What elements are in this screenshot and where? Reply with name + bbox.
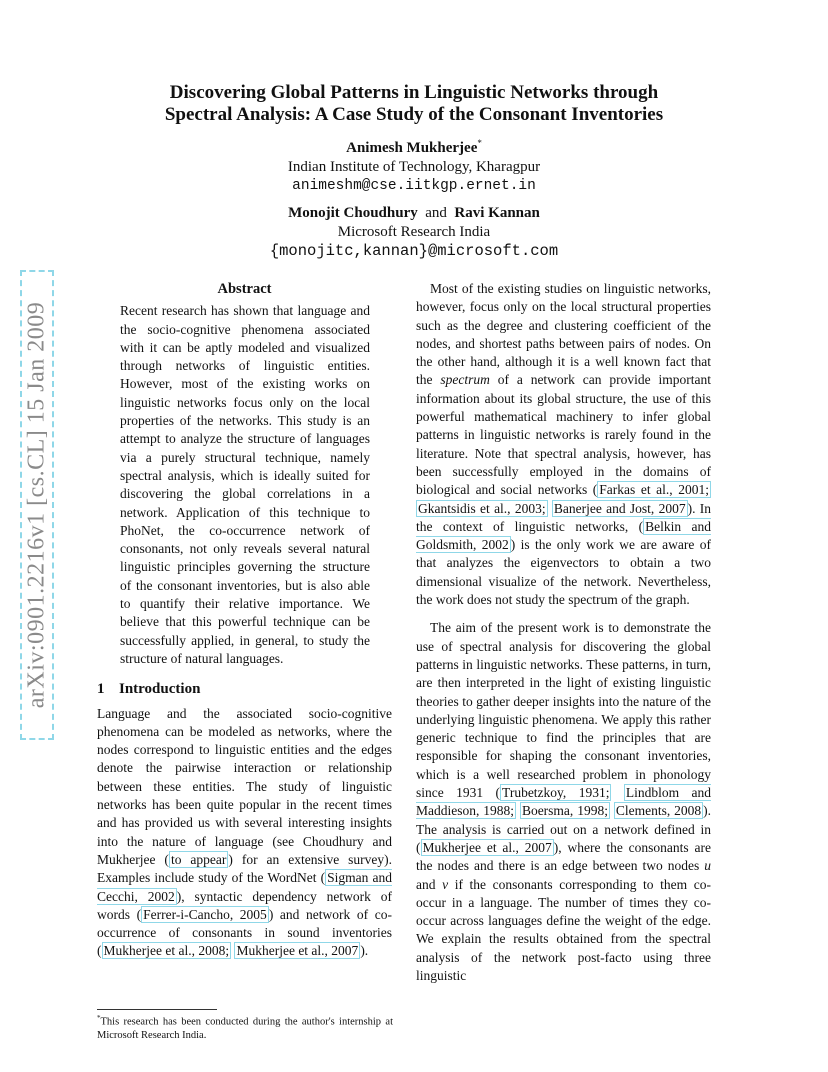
- citation-link[interactable]: Sigman and Cecchi, 2002: [97, 870, 392, 904]
- abstract-text: Recent research has shown that language and the socio-cognitive phenomena associated with it can be aptly modeled and visualized through networks of linguistic entities. However, most of the existing works on linguistic networks focus only on the local properties of the networks. This study is an attempt to analyze the structure of languages via a purely structural technique, namely spectral analysis, which is ideally suited for discovering the global correlations in a network. Application of this technique to PhoNet, the co-occurrence network of consonants, not only reveals several natural linguistic principles governing the structure of the consonant inventories, but is also able to quantify their relative importance. We believe that this powerful technique can be successfully applied, in general, to study the structure of natural languages.: [120, 303, 370, 666]
- footnote-text: This research has been conducted during the author's internship at Microsoft Research India.: [97, 1016, 393, 1041]
- paper-title: [100, 82, 728, 126]
- title-line-1: Discovering Global Patterns in Linguistic Networks through: [169, 82, 659, 103]
- author-email[interactable]: {monojitc,kannan}@microsoft.com: [269, 242, 559, 260]
- citation-link[interactable]: Ferrer-i-Cancho, 2005: [143, 906, 267, 922]
- author-email[interactable]: animeshm@cse.iitkgp.ernet.in: [292, 178, 536, 194]
- author-affiliation: Microsoft Research India: [337, 224, 491, 240]
- citation-link[interactable]: to appear: [170, 851, 227, 867]
- author-name: Ravi Kannan: [454, 205, 540, 221]
- citation-link[interactable]: Mukherjee et al., 2007: [422, 839, 552, 855]
- footnote: [97, 1012, 393, 1042]
- citation-link[interactable]: Banerjee and Jost, 2007: [553, 500, 686, 516]
- citation-link[interactable]: Trubetzkoy, 1931;: [502, 785, 610, 801]
- author-conjunction: and: [425, 205, 447, 221]
- citation-link[interactable]: Boersma, 1998;: [521, 803, 608, 819]
- citation-link[interactable]: Farkas et al., 2001;: [599, 482, 709, 498]
- section-heading: [97, 680, 392, 698]
- author-name: Animesh Mukherjee: [346, 140, 478, 156]
- body-paragraph: The aim of the present work is to demonstrate the use of spectral analysis for discovering the global patterns in linguistic networks. These patterns, in turn, are then interpreted in the light of existing linguistic theories to gather deeper insights into the nature of the underlying linguistic phenomena. We apply this rather generic technique to find the principles that are responsible for shaping the consonant inventories, which is a well researched problem in phonology since 1931 ( Trubetzkoy, 1931; Lindblom and Maddieson, 1988; Boersma, 1998; Clements, 2008 ). The analysis is carried out on a network defined in ( Mukherjee et al., 2007 ), where the consonants are the nodes and there is an edge between two nodes u and v if the consonants corresponding to them co-occur in a language. The number of times they co-occur across languages define the weight of the edge. We explain the results obtained from the spectral analysis of the network post-facto using three linguistic: [416, 620, 712, 983]
- right-column: [416, 280, 711, 985]
- arxiv-id-text: arXiv:0901.2216v1 [cs.CL] 15 Jan 2009: [23, 301, 50, 709]
- citation-link[interactable]: Lindblom and Maddieson, 1988;: [416, 785, 711, 819]
- author-footnote-mark: *: [477, 138, 482, 148]
- author-block-1: [100, 134, 728, 196]
- section-title: Introduction: [119, 681, 201, 698]
- citation-link[interactable]: Gkantsidis et al., 2003;: [418, 500, 546, 516]
- title-line-2: Spectral Analysis: A Case Study of the Consonant Inventories: [164, 104, 664, 125]
- intro-paragraph: Language and the associated socio-cognitive phenomena can be modeled as networks, where the nodes correspond to linguistic entities and the edges denote the pairwise interaction or relationship between these entities. The study of linguistic networks has been quite popular in the recent times and has provided us with several interesting insights into the nature of language (see Choudhury and Mukherjee ( to appear ) for an extensive survey). Examples include study of the WordNet ( Sigman and Cecchi, 2002 ), syntactic dependency network of words ( Ferrer-i-Cancho, 2005 ) and network of co-occurrence of consonants in sound inventories ( Mukherjee et al., 2008; Mukherjee et al., 2007 ).: [97, 705, 393, 959]
- section-number: 1: [97, 681, 105, 698]
- body-paragraph: Most of the existing studies on linguistic networks, however, focus only on the local structural properties such as the degree and clustering coefficient of the nodes, and shortest paths between pairs of nodes. On the other hand, although it is a well known fact that the spectrum of a network can provide important information about its global structure, the use of this powerful mathematical machinery to infer global patterns in linguistic networks is rarely found in the literature. Note that spectral analysis, however, has been successfully employed in the domains of biological and social networks ( Farkas et al., 2001; Gkantsidis et al., 2003; Banerjee and Jost, 2007 ). In the context of linguistic networks, ( Belkin and Goldsmith, 2002 ) is the only work we are aware of that analyzes the eigenvectors to obtain a two dimensional visualize of the network. Nevertheless, the work does not study the spectrum of the graph.: [416, 281, 711, 608]
- author-name: Monojit Choudhury: [288, 205, 418, 221]
- arxiv-identifier-stamp[interactable]: [20, 270, 54, 740]
- citation-link[interactable]: Mukherjee et al., 2007: [236, 943, 359, 959]
- footnote-rule: [97, 1009, 217, 1010]
- abstract-heading: Abstract: [217, 281, 272, 297]
- author-block-2: [100, 204, 728, 261]
- author-affiliation: Indian Institute of Technology, Kharagpur: [287, 159, 541, 175]
- footnote-mark: *: [97, 1014, 101, 1022]
- left-column: [97, 280, 392, 961]
- citation-link[interactable]: Clements, 2008: [615, 803, 702, 819]
- citation-link[interactable]: Mukherjee et al., 2008;: [103, 943, 230, 959]
- citation-link[interactable]: Belkin and Goldsmith, 2002: [416, 518, 711, 553]
